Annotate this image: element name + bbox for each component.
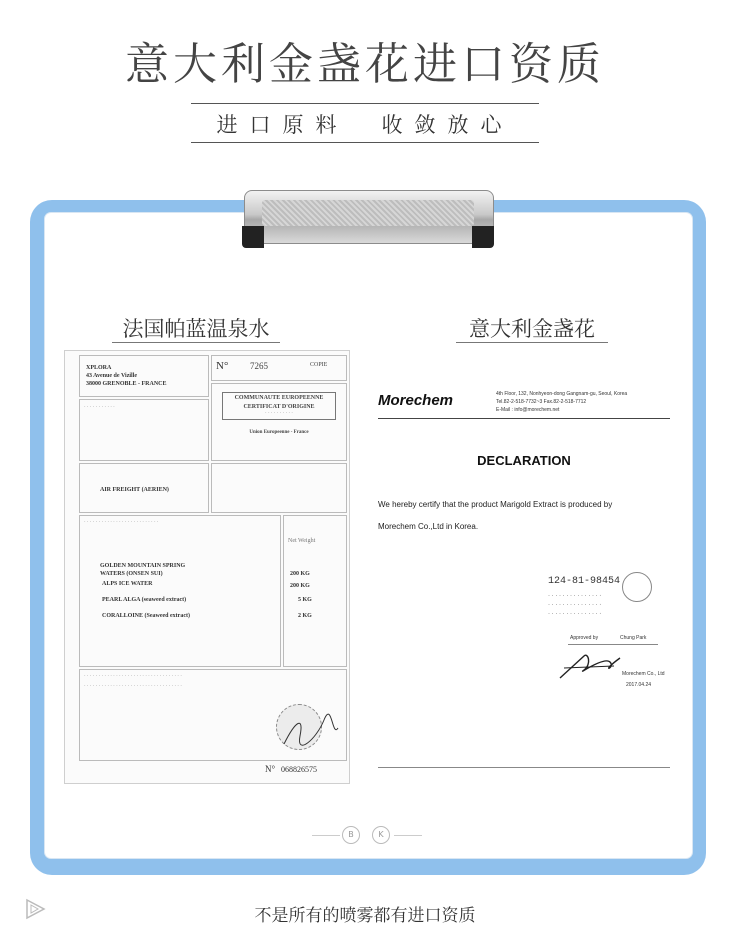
declaration-heading: DECLARATION (477, 453, 571, 468)
subtitle-top-rule (191, 103, 539, 104)
remarks-box (211, 463, 347, 513)
header-rule (378, 418, 670, 419)
goods-qty-4: 2 KG (298, 613, 312, 619)
declaration-date: 2017.04.24 (626, 682, 652, 688)
certificate-number-box (211, 355, 347, 381)
right-doc-label: 意大利金盏花 (469, 317, 595, 341)
signature-scribble (280, 710, 340, 750)
page-subtitle: 进口原料 收敛放心 (216, 113, 514, 137)
marigold-declaration (378, 380, 670, 768)
net-weight-label: Net Weight (288, 538, 316, 544)
declaration-body-1: We hereby certify that the product Marigold Extract is produced by (378, 500, 613, 509)
pager-line-left (312, 835, 340, 836)
company-seal (622, 572, 652, 602)
footer-caption: 不是所有的喷雾都有进口资质 (254, 906, 476, 926)
number-label: N° (216, 360, 229, 372)
address-line-2: Tel.82-2-518-7732~3 Fax.82-2-518-7712 (496, 399, 587, 405)
footer-rule (378, 767, 670, 768)
exporter-box (79, 355, 209, 397)
goods-qty-1: 200 KG (290, 571, 310, 577)
goods-item-4: CORALLOINE (Seaweed extract) (102, 613, 190, 619)
left-doc-underline (112, 342, 280, 343)
page-title: 意大利金盏花进口资质 (125, 39, 605, 90)
goods-box: · · · · · · · · · · · · · · · · · · · · · · · · · · GOLDEN MOUNTAIN SPRING WATERS (ONSEN SUI) ALPS ICE WATER PEARL ALGA (seaweed extract) CORALLOINE (Seaweed extract) (79, 515, 281, 667)
community-box: COMMUNAUTE EUROPEENNE CERTIFICAT D'ORIGINE · · · · · · · · · · Union Europeenne - France (211, 383, 347, 461)
approved-rule (568, 644, 658, 645)
certificate-title: CERTIFICAT D'ORIGINE (243, 404, 315, 410)
copy-label: COPIE (310, 362, 328, 368)
left-doc-label: 法国帕蓝温泉水 (122, 317, 270, 341)
approved-by-label: Approved by (570, 635, 599, 641)
clip-foot-left (242, 226, 264, 248)
goods-qty-3: 5 KG (298, 597, 312, 603)
company-stamp-detail: · · · · · · · · · · · · · · · · · · · · · · · · · · · · · · · · · · · · · · · · · · · · · (548, 593, 602, 617)
right-doc-underline (456, 342, 608, 343)
transport-box (79, 463, 209, 513)
approved-by-name: Chung Park (620, 635, 647, 641)
pager-k-button: K (372, 826, 390, 844)
goods-item-3: PEARL ALGA (seaweed extract) (102, 597, 187, 603)
exporter-city: 38000 GRENOBLE - FRANCE (86, 381, 167, 387)
certificate-of-origin (64, 350, 350, 784)
consignee-box: · · · · · · · · · · · (79, 399, 209, 461)
company-stamp-number: 124-81-98454 (548, 576, 621, 587)
serial-number: 068826575 (281, 765, 317, 774)
subtitle-bottom-rule (191, 142, 539, 143)
goods-item-2: ALPS ICE WATER (102, 581, 153, 587)
goods-qty-2: 200 KG (290, 583, 310, 589)
company-address (496, 390, 627, 414)
clip-texture (262, 200, 474, 226)
transport-details: AIR FREIGHT (AERIEN) (100, 487, 169, 493)
address-line-3: E-Mail : info@morechem.net (496, 407, 560, 413)
declaration-box: · · · · · · · · · · · · · · · · · · · · · · · · · · · · · · · · · · · · · · · · · · · · · · · · · · · · · · · · · · · · · · · · · · · · (79, 669, 347, 761)
certificate-number: 7265 (250, 361, 268, 371)
pager-line-right (394, 835, 422, 836)
morechem-logo: Morechem (378, 392, 454, 409)
exporter-name: XPLORA (86, 365, 112, 371)
company-name: Morechem Co., Ltd (622, 671, 665, 677)
community-title: COMMUNAUTE EUROPEENNE (234, 395, 324, 401)
country-of-origin: Union Europeenne - France (249, 430, 309, 435)
serial-label: N° (265, 764, 276, 774)
weight-box (283, 515, 347, 667)
exporter-street: 43 Avenue de Vizille (86, 373, 138, 379)
goods-item-1: GOLDEN MOUNTAIN SPRING WATERS (ONSEN SUI) (100, 563, 186, 577)
address-line-1: 4th Floor, 132, Nonhyeon-dong Gangnam-gu, Seoul, Korea (496, 391, 628, 397)
clip-foot-right (472, 226, 494, 248)
pager-b-button: B (342, 826, 360, 844)
approver-signature (554, 650, 624, 684)
declaration-body-2: Morechem Co.,Ltd in Korea. (378, 522, 479, 531)
